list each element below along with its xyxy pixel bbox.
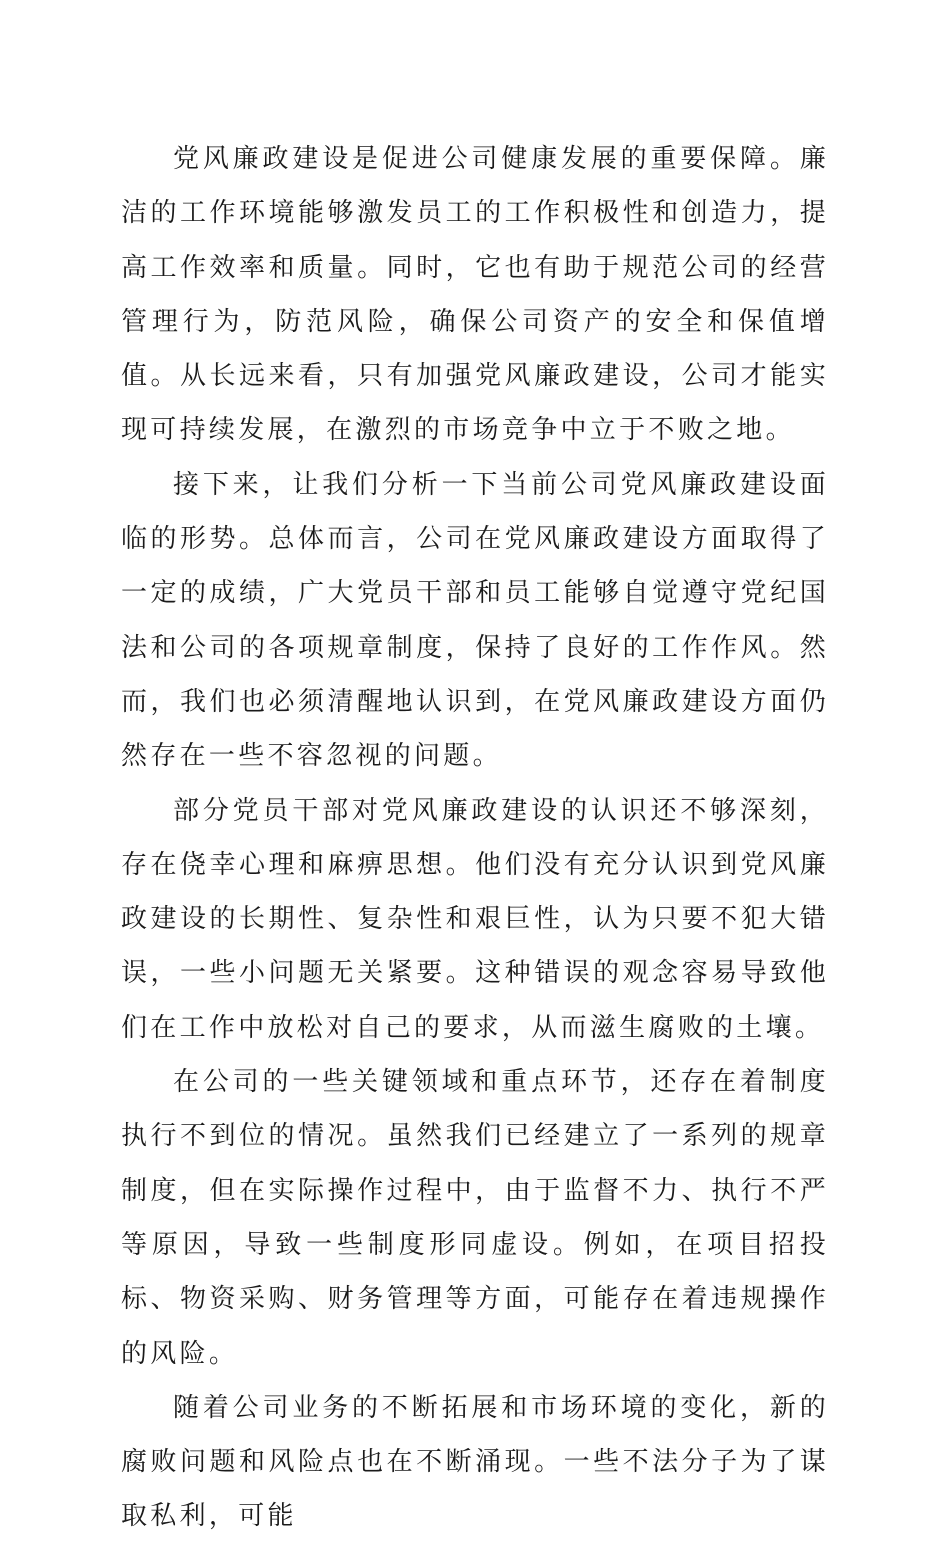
paragraph-new-risks: 随着公司业务的不断拓展和市场环境的变化，新的腐败问题和风险点也在不断涌现。一些不法分子为了谋取私利，可能 xyxy=(121,1392,829,1532)
paragraph-awareness-issue: 部分党员干部对党风廉政建设的认识还不够深刻，存在侥幸心理和麻痹思想。他们没有充分认识到党风廉政建设的长期性、复杂性和艰巨性，认为只要不犯大错误，一些小问题无关紧要。这种错误的观念容易导致他们在工作中放松对自己的要求，从而滋生腐败的土壤。 xyxy=(121,795,829,1043)
paragraph-situation: 接下来，让我们分析一下当前公司党风廉政建设面临的形势。总体而言，公司在党风廉政建设方面取得了一定的成绩，广大党员干部和员工能够自觉遵守党纪国法和公司的各项规章制度，保持了良好的工作作风。然而，我们也必须清醒地认识到，在党风廉政建设方面仍然存在一些不容忽视的问题。 xyxy=(121,469,829,772)
document-body xyxy=(121,132,829,1544)
paragraph-importance: 党风廉政建设是促进公司健康发展的重要保障。廉洁的工作环境能够激发员工的工作积极性和创造力，提高工作效率和质量。同时，它也有助于规范公司的经营管理行为，防范风险，确保公司资产的安全和保值增值。从长远来看，只有加强党风廉政建设，公司才能实现可持续发展，在激烈的市场竞争中立于不败之地。 xyxy=(121,144,829,446)
paragraph-system-execution: 在公司的一些关键领域和重点环节，还存在着制度执行不到位的情况。虽然我们已经建立了一系列的规章制度，但在实际操作过程中，由于监督不力、执行不严等原因，导致一些制度形同虚设。例如，在项目招投标、物资采购、财务管理等方面，可能存在着违规操作的风险。 xyxy=(121,1067,829,1369)
